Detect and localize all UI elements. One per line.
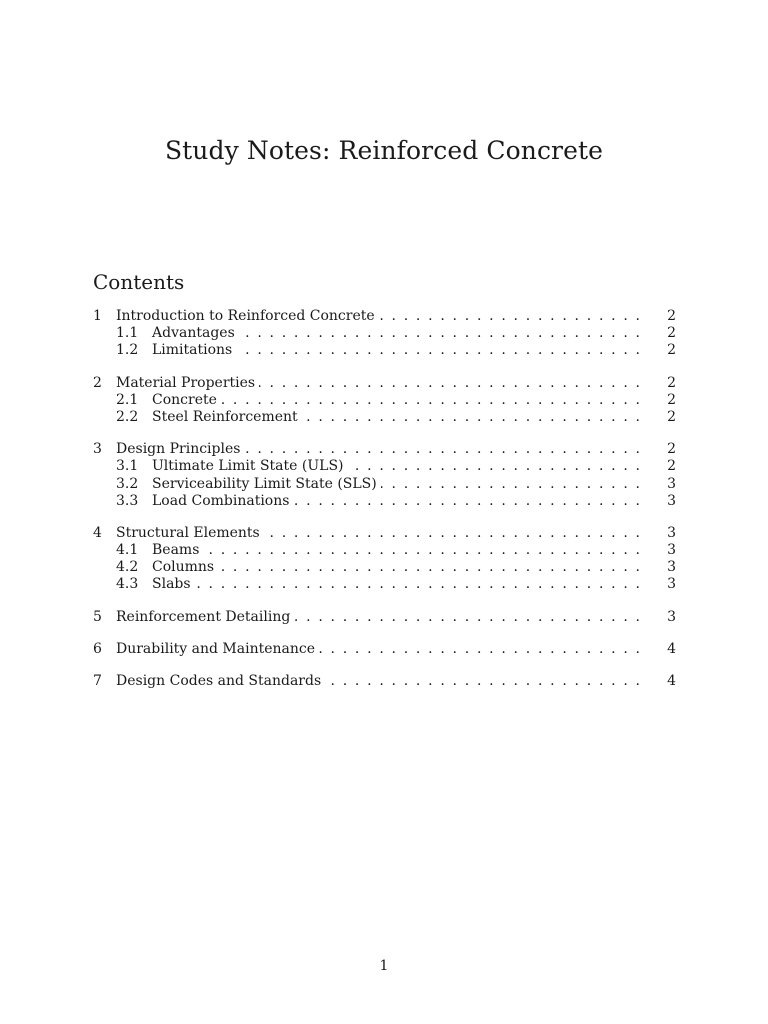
page-number: 1	[379, 958, 389, 974]
toc-section-entry[interactable]	[93, 641, 676, 658]
toc-section-entry[interactable]	[93, 375, 676, 392]
toc-subsection-entry[interactable]	[93, 476, 676, 493]
toc-entry-number: 1.2	[116, 342, 139, 359]
toc-entry-page: 3	[667, 524, 676, 541]
toc-entry-page: 3	[667, 475, 676, 492]
toc-section-group	[93, 673, 676, 690]
toc-section-group	[93, 609, 676, 626]
toc-entry-label[interactable]: Slabs	[152, 576, 195, 593]
toc-section-group	[93, 308, 676, 360]
toc-entry-number: 4	[93, 524, 102, 541]
toc-entry-page: 3	[667, 559, 676, 576]
toc-section-entry[interactable]	[93, 308, 676, 325]
toc-entry-number: 3.1	[116, 458, 139, 475]
toc-entry-page: 4	[667, 673, 676, 689]
toc-entry-number: 3	[93, 441, 102, 458]
toc-entry-page: 4	[667, 640, 676, 657]
toc-entry-page: 2	[667, 458, 676, 475]
toc-entry-label[interactable]: Design Codes and Standards	[116, 673, 325, 690]
toc-entry-label[interactable]: Advantages	[152, 325, 239, 342]
toc-entry-number: 7	[93, 673, 102, 689]
toc-entry-label[interactable]: Material Properties	[116, 375, 259, 392]
toc-subsection-entry[interactable]	[93, 325, 676, 342]
toc-entry-label[interactable]: Durability and Maintenance	[116, 641, 319, 658]
toc-entry-page: 3	[667, 542, 676, 559]
toc-dot-leader	[152, 576, 640, 593]
toc-subsection-entry[interactable]	[93, 342, 676, 359]
toc-entry-number: 3.3	[116, 492, 139, 509]
toc-entry-label[interactable]: Load Combinations	[152, 493, 293, 510]
toc-entry-page: 3	[667, 608, 676, 625]
toc-subsection-entry[interactable]	[93, 542, 676, 559]
toc-entry-number: 4.2	[116, 559, 139, 576]
toc-subsection-entry[interactable]	[93, 559, 676, 576]
toc-entry-label[interactable]: Reinforcement Detailing	[116, 609, 294, 626]
toc-section-group	[93, 375, 676, 427]
toc-dot-leader	[152, 559, 640, 576]
toc-entry-page: 2	[667, 374, 676, 391]
toc-entry-page: 2	[667, 342, 676, 359]
toc-entry-number: 2.2	[116, 408, 139, 425]
toc-entry-number: 1.1	[116, 325, 139, 342]
toc-entry-number: 4.1	[116, 542, 139, 559]
toc-entry-number: 3.2	[116, 475, 139, 492]
toc-entry-number: 1	[93, 308, 102, 324]
toc-entry-number: 6	[93, 640, 102, 657]
toc-entry-number: 2	[93, 374, 102, 391]
toc-entry-page: 2	[667, 441, 676, 458]
document-title: Study Notes: Reinforced Concrete	[164, 136, 604, 165]
toc-entry-label[interactable]: Concrete	[152, 392, 221, 409]
toc-subsection-entry[interactable]	[93, 409, 676, 426]
toc-section-group	[93, 525, 676, 594]
toc-entry-page: 3	[667, 492, 676, 509]
toc-entry-label[interactable]: Design Principles	[116, 441, 244, 458]
toc-subsection-entry[interactable]	[93, 576, 676, 593]
toc-entry-label[interactable]: Ultimate Limit State (ULS)	[152, 458, 348, 475]
table-of-contents	[93, 308, 676, 705]
contents-heading: Contents	[93, 270, 185, 294]
toc-section-group	[93, 641, 676, 658]
toc-entry-page: 3	[667, 576, 676, 593]
toc-entry-page: 2	[667, 408, 676, 425]
toc-entry-number: 2.1	[116, 391, 139, 408]
toc-section-entry[interactable]	[93, 441, 676, 458]
toc-subsection-entry[interactable]	[93, 493, 676, 510]
toc-dot-leader	[152, 542, 640, 559]
toc-section-entry[interactable]	[93, 525, 676, 542]
toc-entry-page: 2	[667, 325, 676, 342]
toc-dot-leader	[152, 392, 640, 409]
toc-entry-page: 2	[667, 308, 676, 324]
toc-section-entry[interactable]	[93, 609, 676, 626]
toc-entry-label[interactable]: Serviceability Limit State (SLS)	[152, 476, 381, 493]
toc-subsection-entry[interactable]	[93, 392, 676, 409]
toc-entry-label[interactable]: Beams	[152, 542, 203, 559]
toc-section-entry[interactable]	[93, 673, 676, 690]
toc-entry-label[interactable]: Columns	[152, 559, 218, 576]
toc-entry-label[interactable]: Limitations	[152, 342, 236, 359]
toc-entry-label[interactable]: Steel Reinforcement	[152, 409, 302, 426]
toc-entry-page: 2	[667, 391, 676, 408]
toc-entry-number: 5	[93, 608, 102, 625]
toc-entry-number: 4.3	[116, 576, 139, 593]
toc-entry-label[interactable]: Introduction to Reinforced Concrete	[116, 308, 379, 325]
toc-entry-label[interactable]: Structural Elements	[116, 525, 264, 542]
toc-subsection-entry[interactable]	[93, 458, 676, 475]
toc-section-group	[93, 441, 676, 510]
